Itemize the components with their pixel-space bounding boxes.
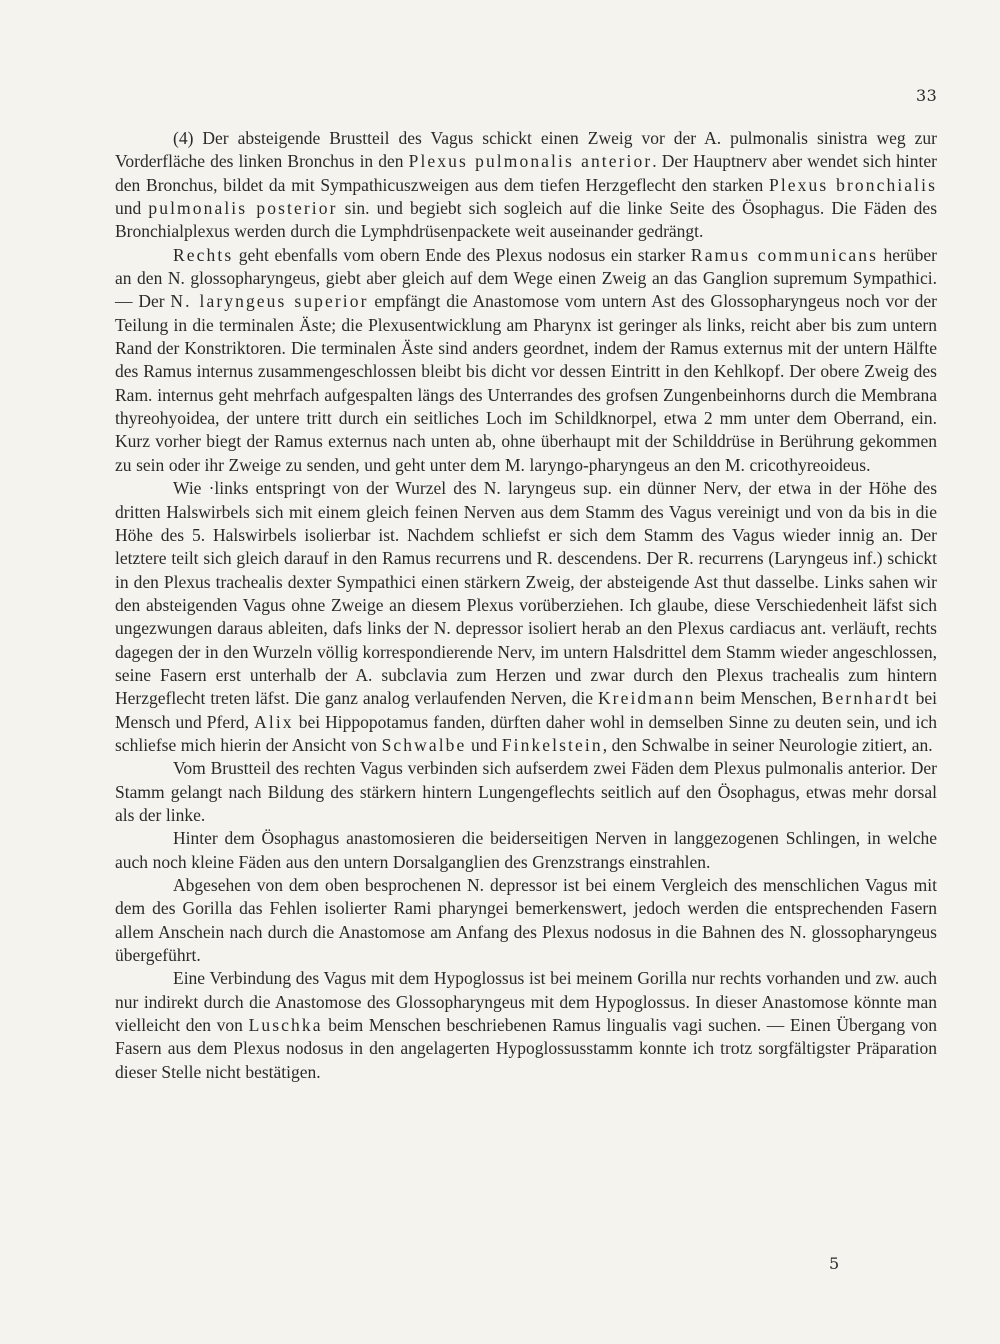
spaced-term: Luschka (248, 1015, 323, 1036)
spaced-term: pulmonalis posterior (148, 198, 338, 219)
paragraph (115, 874, 937, 967)
footer-signature-number: 5 (829, 1254, 840, 1273)
text-segment: empfängt die Anastomose vom untern Ast des Glossopharyngeus noch vor der Teilung in die terminalen Äste; die Plexusentwicklung am Pharynx ist geringer als links, reicht aber bis zum untern Rand der Konstriktoren. Die terminalen Äste sind anders geordnet, indem der Ramus externus mit der untern Hälfte des Ramus internus zusammengeschlossen bleibt bis dicht vor dessen Eintritt in den Kehlkopf. Der obere Zweig des Ram. internus geht mehrfach aufgespalten längs des Unterrandes des grofsen Zungenbeinhorns durch die Membrana thyreohyoidea, der untere tritt durch ein seitliches Loch im Schildknorpel, etwa 2 mm unter dem Oberrand, ein. Kurz vorher biegt der Ramus externus nach unten ab, ohne überhaupt mit der Schilddrüse in Berührung gekommen zu sein oder ihr Zweige zu senden, und geht unter dem M. laryngo-pharyngeus an den M. cricothyreoideus. (115, 291, 937, 475)
spaced-term: N. laryngeus superior (170, 291, 369, 312)
spaced-term: Finkelstein (501, 734, 603, 755)
text-segment: , den Schwalbe in seiner Neurologie zitiert, an. (602, 734, 933, 755)
spaced-term: Ramus communicans (690, 244, 878, 265)
text-segment: Abgesehen von dem oben besprochenen N. depressor ist bei einem Vergleich des menschlichen Vagus mit dem des Gorilla das Fehlen isolierter Rami pharyngei bemerkenswert, jedoch werden die entsprechenden Fasern allem Anschein nach durch die Anastomose am Anfang des Plexus nodosus in die Bahnen des N. glossopharyngeus übergeführt. (115, 875, 937, 966)
text-segment: Wie ·links entspringt von der Wurzel des N. laryngeus sup. ein dünner Nerv, der etwa in der Höhe des dritten Halswirbels sich mit einem gleich feinen Nerven aus dem Stamm des Vagus vereinigt und von da bis in die Höhe des 5. Halswirbels isolierbar ist. Nachdem schliefst er sich dem Stamm des Vagus wieder innig an. Der letztere teilt sich gleich darauf in den Ramus recurrens und R. descendens. Der R. recurrens (Laryngeus inf.) schickt in den Plexus trachealis dexter Sympathici einen stärkern Zweig, der absteigende Ast thut dasselbe. Links sahen wir den absteigenden Vagus ohne Zweige an diesem Plexus vorüberziehen. Ich glaube, diese Verschiedenheit läfst sich ungezwungen daraus ableiten, dafs links der N. depressor isoliert herab an den Plexus cardiacus ant. verläuft, rechts dagegen der in den Wurzeln völlig korrespondierende Nerv, im untern Halsdrittel dem Stamm wieder angeschlossen, seine Fasern erst unterhalb der A. subclavia zum Herzen und zwar durch den Plexus trachealis zum hintern Herzgeflecht treten läfst. Die ganz analog verlaufenden Nerven, die (115, 478, 937, 709)
spaced-term: Alix (254, 711, 294, 732)
paragraph (115, 757, 937, 827)
text-segment: Vom Brustteil des rechten Vagus verbinden sich aufserdem zwei Fäden dem Plexus pulmonalis anterior. Der Stamm gelangt nach Bildung des stärkern hintern Lungengeflechts seitlich auf den Ösophagus, etwas mehr dorsal als der linke. (115, 758, 937, 825)
spaced-term: Schwalbe (381, 734, 467, 755)
paragraph (115, 127, 937, 244)
paragraph (115, 827, 937, 874)
text-segment: beim Menschen beschriebenen Ramus lingualis vagi suchen. — Einen Übergang von Fasern aus dem Plexus nodosus in den angelagerten Hypoglossusstamm konnte ich trotz sorgfältigster Präparation dieser Stelle nicht bestätigen. (115, 1015, 937, 1082)
text-segment: (4) Der absteigende Brustteil des Vagus schickt einen Zweig vor der A. pulmonalis sinistra weg zur Vorderfläche des linken Bronchus in den (115, 128, 937, 172)
text-segment: und (115, 198, 149, 219)
body-text (115, 127, 937, 1084)
spaced-term: Bernhardt (821, 688, 911, 709)
text-segment: . Der Hauptnerv aber wendet sich hinter den Bronchus, bildet da mit Sympathicuszweigen aus dem tiefen Herzgeflecht den starken (115, 151, 937, 195)
text-segment: geht ebenfalls vom obern Ende des Plexus nodosus ein starker (233, 244, 691, 265)
paragraph (115, 967, 937, 1084)
paragraph (115, 244, 937, 477)
spaced-term: Kreidmann (597, 688, 696, 709)
text-segment: Hinter dem Ösophagus anastomosieren die beiderseitigen Nerven in langgezogenen Schlingen, in welche auch noch kleine Fäden aus den untern Dorsalganglien des Grenzstrangs einstrahlen. (115, 828, 937, 872)
text-segment: bei Hippopotamus fanden, dürften daher wohl in demselben Sinne zu deuten sein, und ich schliefse mich hierin der Ansicht von (115, 711, 937, 755)
text-segment: sin. und begiebt sich sogleich auf die linke Seite des Ösophagus. Die Fäden des Bronchialplexus werden durch die Lymphdrüsenpackete weit auseinander gedrängt. (115, 198, 937, 242)
spaced-term: Plexus bronchialis (768, 174, 937, 195)
page-number: 33 (916, 86, 938, 105)
paragraph (115, 477, 937, 757)
spaced-term: Rechts (173, 244, 234, 265)
text-segment: beim Menschen, (695, 688, 822, 709)
text-segment: und (466, 734, 502, 755)
text-segment: bei Mensch und Pferd, (115, 688, 937, 732)
text-segment: herüber an den N. glossopharyngeus, giebt aber gleich auf dem Wege einen Zweig an das Ganglion supremum Sympathici. — Der (115, 244, 937, 312)
spaced-term: Plexus pulmonalis anterior (408, 151, 653, 172)
text-segment: Eine Verbindung des Vagus mit dem Hypoglossus ist bei meinem Gorilla nur rechts vorhanden und zw. auch nur indirekt durch die Anastomose des Glossopharyngeus mit dem Hypoglossus. In dieser Anastomose könnte man vielleicht den von (115, 968, 937, 1036)
